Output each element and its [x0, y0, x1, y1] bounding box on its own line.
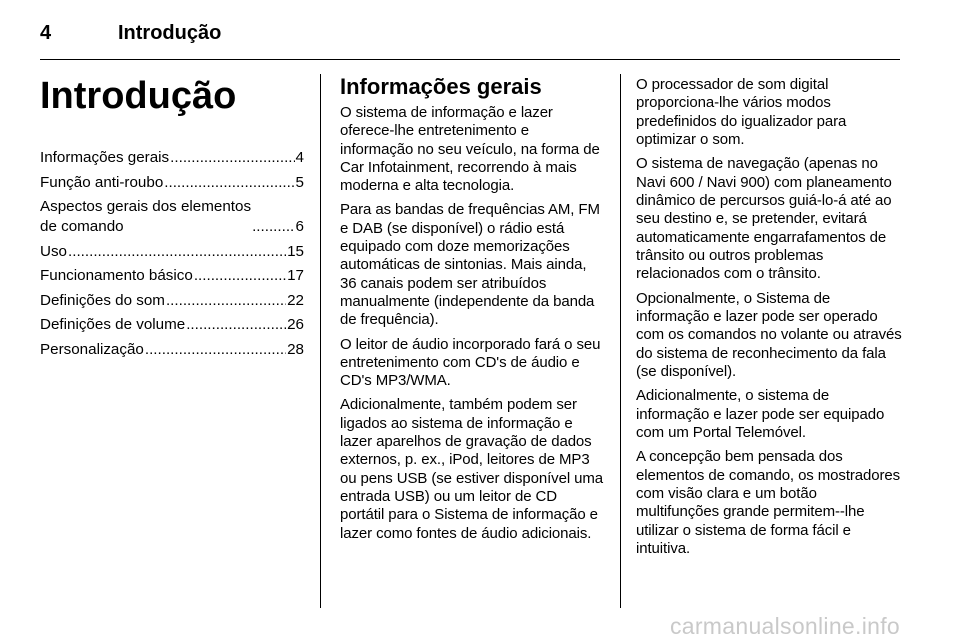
toc-entry[interactable] — [40, 242, 304, 262]
toc-entry-page: 22 — [287, 291, 304, 309]
body-paragraph: Para as bandas de frequências AM, FM e DAB (se disponível) o rádio está equipado com doze memorizações automáticas de sintonias. Mais ainda, 36 canais podem ser atribuídos manualmente (independente da banda de frequência). — [340, 201, 600, 329]
column-toc — [40, 70, 304, 364]
toc-leader — [145, 340, 286, 360]
body-paragraph: O processador de som digital proporciona-lhe vários modos predefinidos do igualizador para optimizar o som. — [636, 76, 847, 148]
toc-entry-title: Definições do som — [40, 291, 165, 309]
toc-entry[interactable] — [40, 197, 304, 237]
column-divider — [320, 74, 321, 608]
toc-entry[interactable] — [40, 291, 304, 311]
toc-entry-title: Definições de volume — [40, 316, 186, 333]
toc-entry-title: Função anti-roubo — [40, 173, 164, 191]
toc-entry-title: Informações gerais — [40, 149, 170, 166]
toc-leader — [194, 266, 286, 286]
toc-entry-page: 15 — [287, 242, 304, 260]
toc-entry-page: 4 — [295, 149, 304, 166]
toc-leader — [186, 315, 286, 335]
toc-entry[interactable] — [40, 340, 304, 360]
section-title: Informações gerais — [340, 74, 542, 99]
running-title: Introdução — [118, 22, 222, 44]
toc-entry[interactable] — [40, 173, 304, 193]
page-number: 4 — [40, 22, 52, 44]
column-body-2 — [636, 76, 902, 564]
toc-entry-page: 5 — [295, 173, 304, 191]
body-paragraph: Opcionalmente, o Sistema de informação e lazer pode ser operado com os comandos no volante ou através do sistema de reconhecimento da fala (se disponível). — [636, 289, 902, 380]
body-paragraph: A concepção bem pensada dos elementos de comando, os mostradores com visão clara e um botão multifunções grande permitem--lhe utilizar o sistema de forma fácil e intuitiva. — [636, 448, 901, 557]
toc-entry[interactable] — [40, 315, 304, 335]
toc-entry-title: Funcionamento básico — [40, 267, 193, 284]
chapter-title: Introdução — [40, 75, 237, 117]
column-body-1 — [340, 70, 604, 549]
body-paragraph: O sistema de navegação (apenas no Navi 600 / Navi 900) com planeamento dinâmico de percursos guiá-lo-á até ao seu destino e, se pretender, evitará automaticamente engarrafamentos de trânsito ou outros problemas relacionados com o trânsito. — [636, 155, 892, 283]
header-rule — [40, 59, 900, 60]
toc-entry[interactable] — [40, 148, 304, 168]
toc-leader — [68, 242, 286, 262]
toc-entry-title: Uso — [40, 242, 68, 260]
body-paragraph: Adicionalmente, também podem ser ligados ao sistema de informação e lazer aparelhos de gravação de dados externos, p. ex., iPod, leitores de MP3 ou pens USB (se estiver disponível uma entrada USB) ou um leitor de CD portátil para o Sistema de informação e lazer como fontes de áudio adicionais. — [340, 396, 603, 542]
body-paragraph: O leitor de áudio incorporado fará o seu entretenimento com CD's de áudio e CD's MP3/WMA. — [340, 335, 601, 390]
watermark: carmanualsonline.info — [669, 613, 900, 639]
toc-leader — [170, 148, 294, 168]
table-of-contents — [40, 148, 304, 360]
toc-entry[interactable] — [40, 266, 304, 286]
column-divider — [620, 74, 621, 608]
toc-entry-title: Aspectos gerais dos elementos de comando — [40, 198, 252, 235]
page-header — [40, 22, 900, 44]
toc-entry-page: 26 — [287, 316, 304, 333]
toc-leader — [164, 173, 294, 193]
toc-leader — [166, 291, 286, 311]
toc-leader — [252, 217, 294, 237]
body-paragraph: Adicionalmente, o sistema de informação e lazer pode ser equipado com um Portal Telemóvel. — [636, 387, 885, 441]
toc-entry-page: 17 — [287, 267, 304, 284]
body-paragraph: O sistema de informação e lazer oferece-lhe entretenimento e informação no seu veículo, na forma de Car Infotainment, recorrendo à mais moderna e alta tecnologia. — [340, 104, 600, 195]
toc-entry-page: 28 — [287, 340, 304, 358]
toc-entry-title: Personalização — [40, 340, 144, 358]
toc-entry-page: 6 — [295, 218, 304, 235]
